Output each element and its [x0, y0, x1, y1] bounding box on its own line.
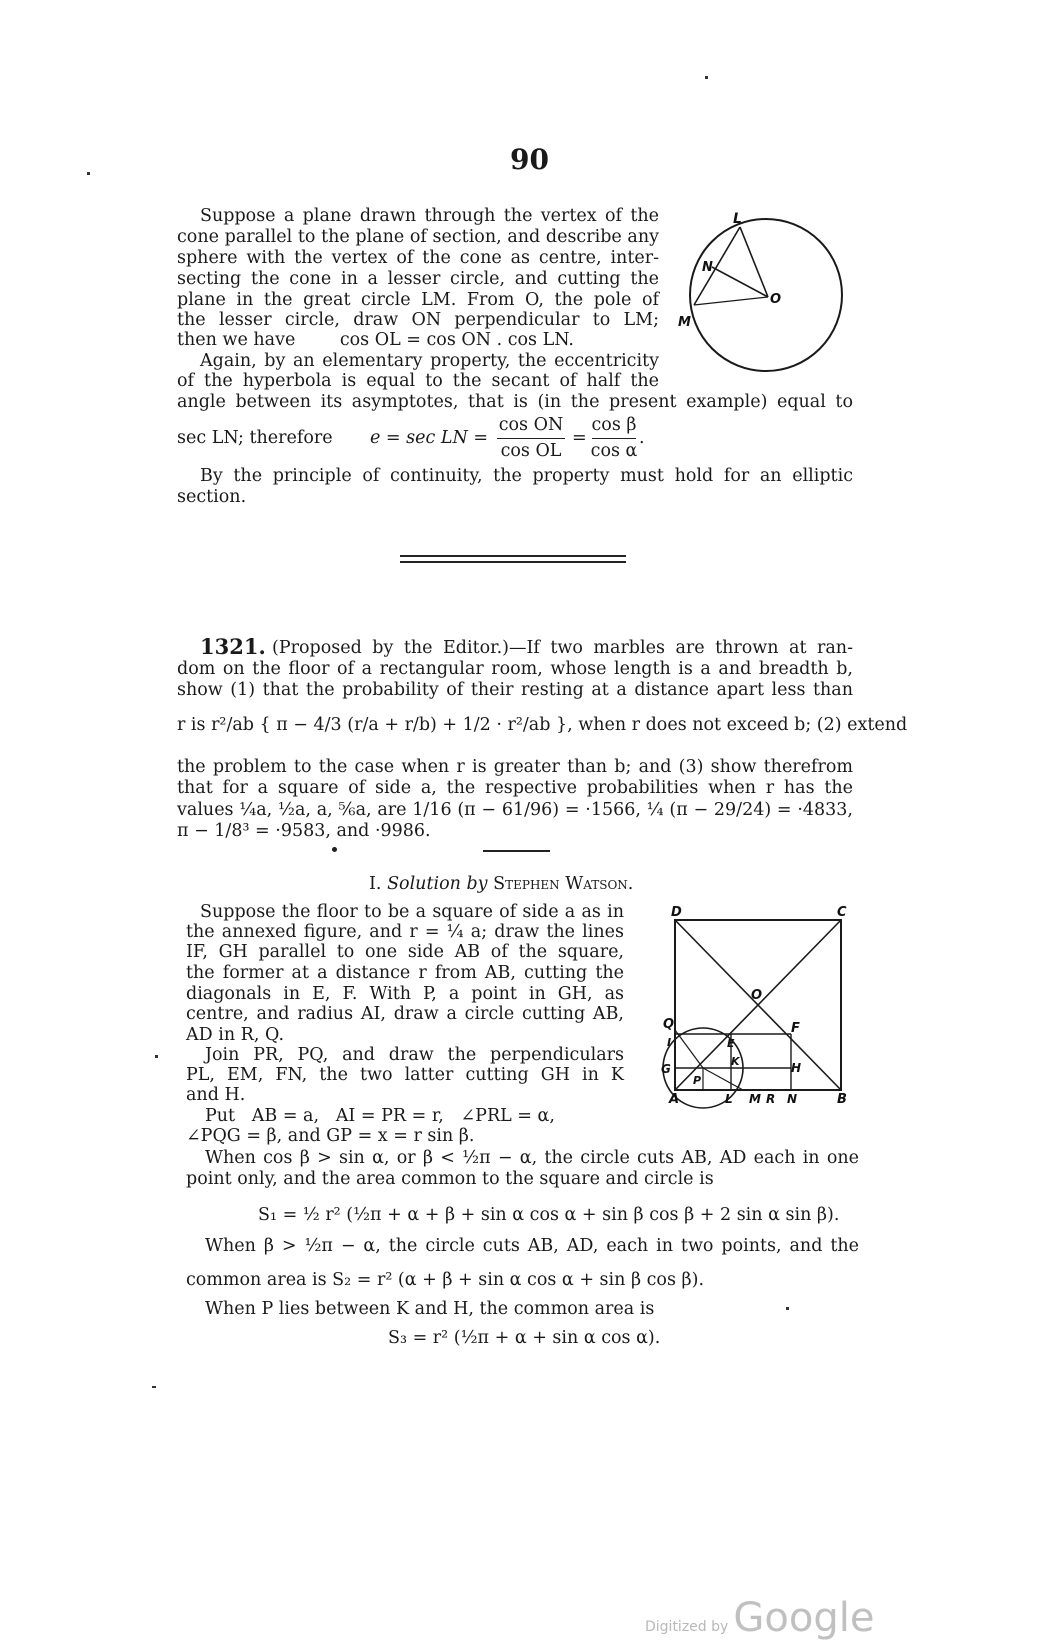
equals-sign: = — [572, 428, 587, 448]
label-r: R — [766, 1092, 776, 1106]
label-p: P — [693, 1074, 702, 1087]
case-line: When P lies between K and H, the common area is — [205, 1299, 655, 1319]
equation-s1: S₁ = ½ r² (½π + α + β + sin α cos α + sin β cos β + 2 sin α sin β). — [258, 1205, 840, 1225]
label-k: K — [731, 1055, 740, 1068]
scan-speck — [152, 1386, 156, 1388]
solution-line: AD in R, Q. — [186, 1025, 285, 1045]
solution-line: Suppose the floor to be a square of side a as in — [200, 902, 624, 922]
label-b: B — [837, 1092, 847, 1107]
problem-line: that for a square of side a, the respective probabilities when r has the — [177, 778, 853, 798]
intro-line: the lesser circle, draw ON perpendicular to LM; — [177, 310, 659, 330]
line-mo — [694, 297, 768, 305]
intro-line: angle between its asymptotes, that is (in the present example) equal to — [177, 392, 853, 412]
label-h: H — [791, 1061, 802, 1075]
fraction-numerator: cos ON — [498, 415, 564, 435]
case-line: When cos β > sin α, or β < ½π − α, the circle cuts AB, AD each in one — [205, 1148, 859, 1168]
page-number: 90 — [510, 143, 549, 176]
watermark-logo: Google — [733, 1595, 875, 1641]
label-q: Q — [663, 1017, 675, 1032]
equation-s3: S₃ = r² (½π + α + sin α cos α). — [388, 1328, 661, 1348]
intro-line: Suppose a plane drawn through the vertex of the — [200, 206, 659, 226]
problem-number-text: 1321. — [200, 634, 266, 659]
problem-number — [200, 636, 266, 660]
short-divider — [483, 850, 550, 852]
watermark-small: Digitized by — [645, 1619, 729, 1635]
line-lo — [740, 227, 768, 297]
solution-line: diagonals in E, F. With P, a point in GH, as — [186, 984, 624, 1004]
line-pq — [675, 1030, 703, 1068]
heading-author: Stephen Watson. — [493, 874, 634, 894]
case-line: When β > ½π − α, the circle cuts AB, AD, each in two points, and the — [205, 1236, 859, 1256]
continuity-line: section. — [177, 487, 247, 507]
section-divider — [400, 561, 626, 563]
problem-line: (Proposed by the Editor.)—If two marbles are thrown at ran- — [272, 638, 853, 658]
solution-line: the annexed figure, and r = ¼ a; draw the lines — [186, 922, 624, 942]
intro-line: sphere with the vertex of the cone as centre, inter- — [177, 248, 659, 268]
period: . — [639, 428, 645, 448]
solution-line: centre, and radius AI, draw a circle cutting AB, — [186, 1004, 624, 1024]
label-a: A — [669, 1092, 680, 1107]
scan-speck — [155, 1055, 158, 1058]
label-m: M — [749, 1092, 761, 1106]
intro-line: of the hyperbola is equal to the secant of half the — [177, 371, 659, 391]
scan-speck — [786, 1307, 789, 1310]
sphere-figure — [670, 205, 860, 385]
problem-line: dom on the floor of a rectangular room, whose length is a and breadth b, — [177, 659, 853, 679]
formula-prefix: sec LN; therefore — [177, 428, 333, 448]
fraction-bar — [592, 438, 636, 439]
fraction-bar — [497, 438, 565, 439]
problem-line: π − 1/8³ = ·9583, and ·9986. — [177, 821, 431, 841]
label-o: O — [751, 988, 763, 1003]
solution-line: Join PR, PQ, and draw the perpendiculars — [205, 1045, 624, 1065]
line-pr — [703, 1068, 743, 1090]
label-g: G — [661, 1062, 671, 1076]
label-m: M — [678, 315, 691, 330]
heading-by: Solution by — [387, 874, 488, 894]
stray-dot — [332, 847, 337, 852]
label-i: I — [667, 1036, 672, 1049]
problem-line: values ¼a, ½a, a, ⅚a, are 1/16 (π − 61/96) = ·1566, ¼ (π − 29/24) = ·4833, — [177, 800, 853, 820]
scan-speck — [87, 172, 90, 175]
section-divider — [400, 555, 626, 557]
intro-line: Again, by an elementary property, the eccentricity — [200, 351, 659, 371]
solution-line: the former at a distance r from AB, cutting the — [186, 963, 624, 983]
intro-line: cone parallel to the plane of section, and describe any — [177, 227, 659, 247]
digitized-watermark — [645, 1595, 874, 1641]
label-o: O — [770, 292, 782, 307]
line-no — [712, 267, 768, 297]
continuity-line: By the principle of continuity, the property must hold for an elliptic — [200, 466, 853, 486]
label-c: C — [837, 905, 847, 920]
label-n: N — [787, 1092, 798, 1106]
intro-line: secting the cone in a lesser circle, and cutting the — [177, 269, 659, 289]
problem-line: the problem to the case when r is greater than b; and (3) show therefrom — [177, 757, 853, 777]
problem-formula: r is r²/ab { π − 4/3 (r/a + r/b) + 1/2 · r²/ab }, when r does not exceed b; (2) extend — [177, 715, 908, 735]
square-figure — [645, 902, 860, 1110]
problem-line: show (1) that the probability of their resting at a distance apart less than — [177, 680, 853, 700]
label-e: E — [727, 1037, 735, 1050]
label-n: N — [702, 260, 713, 275]
fraction-numerator: cos β — [591, 415, 637, 435]
fraction-denominator: cos OL — [500, 441, 562, 461]
intro-line: then we have cos OL = cos ON . cos LN. — [177, 330, 574, 350]
label-l: L — [733, 211, 742, 227]
formula-mid: e = sec LN = — [370, 428, 489, 448]
scan-speck — [705, 76, 708, 79]
fraction-denominator: cos α — [590, 441, 638, 461]
equation-s2: common area is S₂ = r² (α + β + sin α cos α + sin β cos β). — [186, 1270, 705, 1290]
solution-line: and H. — [186, 1085, 246, 1105]
solution-line: PL, EM, FN, the two latter cutting GH in K — [186, 1065, 624, 1085]
label-d: D — [671, 905, 682, 920]
arc-lm — [694, 227, 740, 305]
solution-line: IF, GH parallel to one side AB of the square, — [186, 942, 624, 962]
label-l: L — [725, 1092, 733, 1106]
solution-line: ∠PQG = β, and GP = x = r sin β. — [186, 1126, 475, 1146]
label-f: F — [791, 1021, 800, 1036]
solution-line: Put AB = a, AI = PR = r, ∠PRL = α, — [205, 1106, 555, 1126]
intro-line: plane in the great circle LM. From O, the pole of — [177, 290, 659, 310]
great-circle — [690, 219, 842, 371]
case-line: point only, and the area common to the square and circle is — [186, 1169, 714, 1189]
heading-prefix: I. — [369, 874, 382, 894]
solution-heading — [369, 874, 633, 895]
